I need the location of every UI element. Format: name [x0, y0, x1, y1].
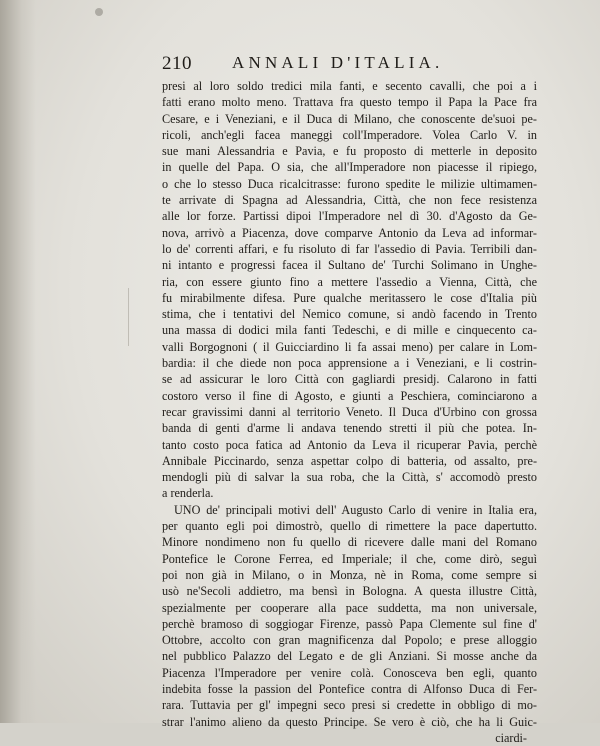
text-line: tanto costo poca fatica ad Antonio da Leva il ricuperar Pavia, perchè — [162, 437, 537, 452]
text-line: ni intanto e progressi facea il Sultano de' Turchi Solimano in Unghe- — [162, 258, 537, 273]
text-line: alle lor forze. Partissi dipoi l'Imperadore nel dì 30. d'Agosto da Ge- — [162, 209, 537, 224]
text-line: lo de' correnti affari, e fu risoluto di far l'assedio di Pavia. Terribili dan- — [162, 241, 537, 256]
text-line: fatti erano molto meno. Trattava fra questo tempo il Papa la Pace fra — [162, 95, 537, 110]
text-line: nel pubblico Palazzo del Legato e de gli Anziani. Si mosse anche da — [162, 649, 537, 664]
text-line: fu mirabilmente difesa. Pure qualche meritassero le cose d'Italia più — [162, 290, 537, 305]
running-head: ANNALI D'ITALIA. — [232, 53, 444, 72]
text-line: Annibale Piccinardo, senza aspettar colpo di batteria, od assalto, pre- — [162, 453, 537, 468]
text-line: se ad assicurar le loro Città con gagliardi presidj. Calarono in fatti — [162, 372, 537, 387]
page-gutter-shadow — [0, 0, 36, 723]
text-line: strar l'animo alieno da questo Principe. Se vero è ciò, che ha li Guic- — [162, 714, 537, 729]
text-line: presi al loro soldo tredici mila fanti, e secento cavalli, che poi a i — [162, 79, 537, 93]
page-header — [162, 53, 522, 77]
text-line: poi non già in Milano, o in Monza, nè in Roma, come sempre si — [162, 567, 537, 582]
catchword: ciardi- — [495, 730, 527, 745]
body-text — [162, 78, 537, 746]
text-line: stima, che i tentativi del Nemico comune, si andò facendo in Trento — [162, 307, 537, 322]
text-line: ricoli, anch'egli facea maneggi coll'Imperadore. Volea Carlo V. in — [162, 127, 537, 142]
text-line: costoro verso il fine di Agosto, e giunti a Peschiera, cominciarono a — [162, 388, 537, 403]
text-line: nova, arrivò a Piacenza, dove comparve Antonio da Leva ad informar- — [162, 225, 537, 240]
text-line: a renderla. — [162, 486, 214, 501]
text-line: Pontefice le Corone Ferrea, ed Imperiale; il che, come dirò, seguì — [162, 551, 537, 566]
text-line: per quanto egli poi dimostrò, quello di rimettere la pace dapertutto. — [162, 519, 537, 534]
text-line: banda di genti d'arme li andava tenendo stretti il più che potea. In- — [162, 421, 537, 436]
text-line: rara. Tuttavia per gl' impegni seco presi si credette in obbligo di mo- — [162, 698, 537, 713]
page-number: 210 — [162, 53, 192, 74]
margin-bleed-through — [128, 288, 137, 346]
text-line: Cesare, e i Veneziani, e il Duca di Milano, che conoscente de'suoi pe- — [162, 111, 537, 126]
text-line: o che lo stesso Duca ricalcitrasse: furono spedite le milizie ultimamen- — [162, 176, 537, 191]
text-line: valli Borgognoni ( il Guicciardino li fa assai meno) per calare in Lom- — [162, 339, 537, 354]
text-line: te arrivate di Spagna ad Alessandria, Città, che non fece resistenza — [162, 193, 537, 208]
text-line: recar gravissimi danni al territorio Veneto. Il Duca d'Urbino con grossa — [162, 404, 537, 419]
text-line: mendogli più di salvar la sua roba, che la Città, s' accomodò presto — [162, 470, 537, 485]
text-line: bardia: il che diede non poca apprensione a i Veneziani, e li costrin- — [162, 356, 537, 371]
text-line: Ottobre, accolto con gran magnificenza dal Popolo; e prese alloggio — [162, 633, 537, 648]
text-line: Piacenza l'Imperadore per venire colà. Conosceva ben egli, quanto — [162, 665, 537, 680]
text-line: sue mani Alessandria e Pavia, e fu proposto di metterle in deposito — [162, 144, 537, 159]
text-line: in quelle del Papa. O sia, che all'Imperadore non piacesse il ripiego, — [162, 160, 537, 175]
text-line: usò ne'Secoli addietro, ma bensì in Bologna. A questa illustre Città, — [162, 584, 537, 599]
text-line: ria, con essere giunto fino a mettere l'assedio a Vienna, Città, che — [162, 274, 537, 289]
text-line: spezialmente per cooperare alla pace suddetta, ma non universale, — [162, 600, 537, 615]
text-line: UNO de' principali motivi dell' Augusto Carlo di venire in Italia era, — [174, 502, 537, 517]
text-line: Minore nondimeno non fu quello di ricevere dalle mani del Romano — [162, 535, 537, 550]
text-line: indebita fosse la passion del Pontefice contra di Alfonso Duca di Fer- — [162, 681, 537, 696]
text-line: una massa di dodici mila fanti Tedeschi, e di mille e cinquecento ca- — [162, 323, 537, 338]
text-line: perchè bramoso di soggiogar Firenze, passò Papa Clemente sul fine d' — [162, 616, 537, 631]
ink-spot — [95, 8, 103, 16]
